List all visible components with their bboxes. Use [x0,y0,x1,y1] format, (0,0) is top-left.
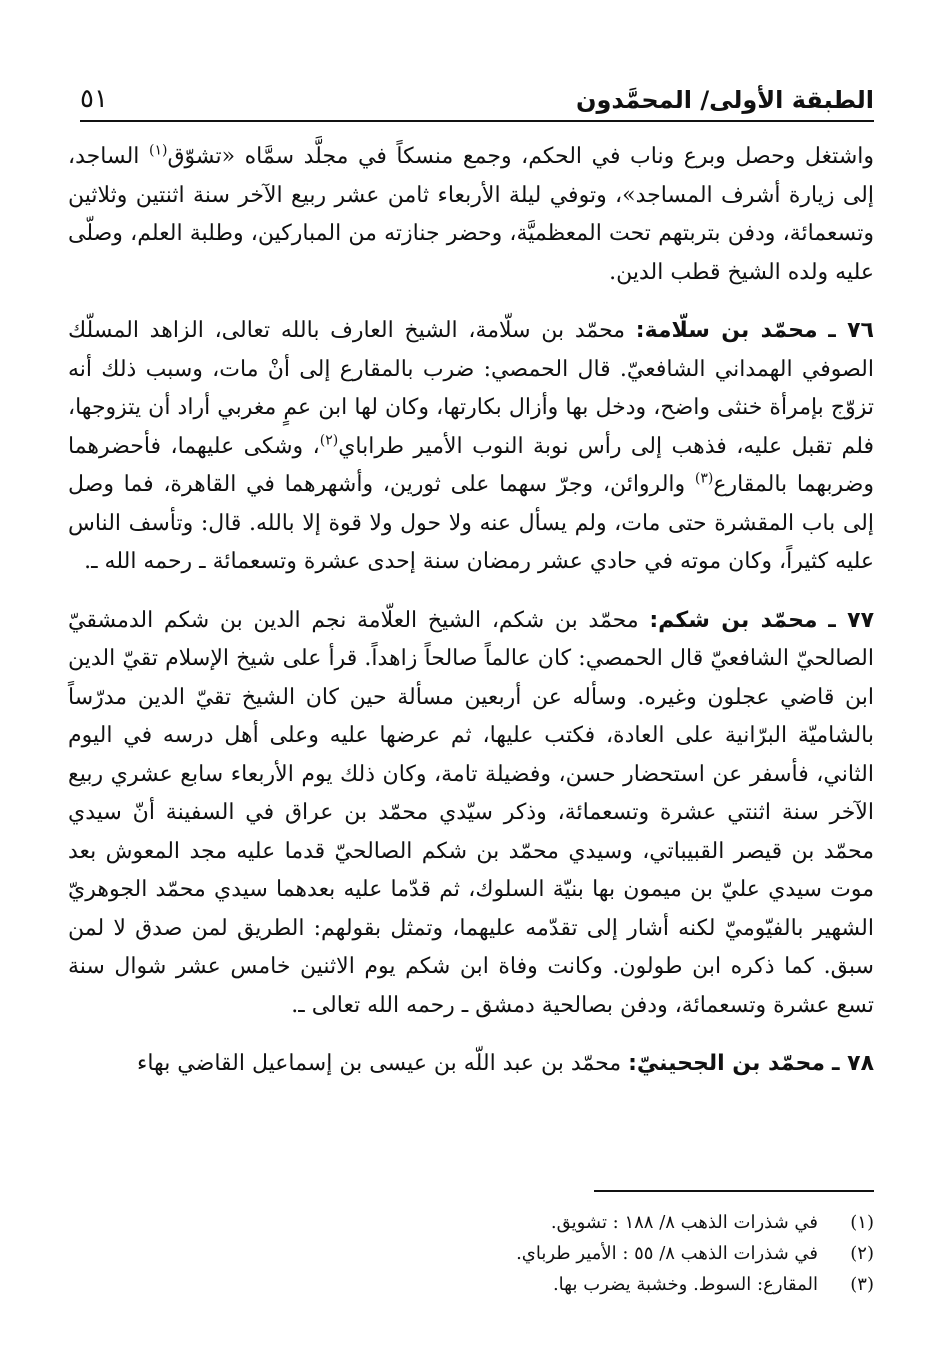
entry-text: محمّد بن شكم، الشيخ العلّامة نجم الدين بن شكم الدمشقيّ الصالحيّ الشافعيّ قال الحمصي: كان عالماً صالحاً زاهداً. قرأ على شيخ الإسلام تقيّ الدين ابن قاضي عجلون وغيره. وسأله عن أربعين مسألة حين كان الشيخ تقيّ الدين مدرّساً بالشاميّة البرّانية على العادة، فكتب عليها، ثم عرضها عليه وعلى أهل درسه في اليوم الثاني، فأسفر عن استحضار حسن، وفضيلة تامة، وكان ذلك يوم الأربعاء سابع عشري ربيع الآخر سنة اثنتي عشرة وتسعمائة، وذكر سيّدي محمّد بن عراق في السفينة أنّ سيدي محمّد بن قيصر القبيباتي، وسيدي محمّد بن شكم الصالحيّ قدما عليه مجد المعوش بعد موت سيدي عليّ بن ميمون بها بنيّة السلوك، ثم قدّما عليه بعدهما سيدي محمّد الجوهريّ الشهير بالفيّوميّ لكنه أشار إلى تقدّمه عليهما، وتمثل بقولهم: الطريق لمن صدق لا لمن سبق. كما ذكره ابن طولون. وكانت وفاة ابن شكم يوم الاثنين خامس عشر شوال سنة تسع عشرة وتسعمائة، ودفن بصالحية دمشق ـ رحمه الله تعالى ـ. [68,607,874,1018]
entry-name: محمّد بن سلّامة: [635,318,818,343]
entry-number: ٧٦ ـ [828,318,874,343]
footnotes [174,1207,874,1300]
footnote-divider [594,1190,874,1192]
running-title: الطبقة الأولى/ المحمَّدون [575,86,874,114]
footnote-text: المقارع: السوط. وخشبة يضرب بها. [552,1274,818,1295]
footnote-item [174,1207,874,1238]
footnote-text: في شذرات الذهب ٨/ ٥٥ : الأمير طرباي. [516,1243,818,1264]
main-text [68,138,874,1104]
entry-text: محمّد بن سلّامة، الشيخ العارف بالله تعالى، الزاهد المسلّك الصوفي الهمداني الشافعيّ. قال الحمصي: ضرب بالمقارع إلى أنْ مات، وسبب ذلك أنه تزوّج بإمرأة خنثى واضح، ودخل بها وأزال بكارتها، وكان لها ابن عمٍ مغربي أراد أن يتزوجها، فلم تقبل عليه، فذهب إلى رأس نوبة النوب الأمير طراباي [68,318,874,459]
footnote-ref: (١) [148,142,168,159]
entry-name: محمّد بن الجحينيّ: [628,1051,825,1076]
footnote-text: في شذرات الذهب ٨/ ١٨٨ : تشويق. [550,1212,818,1233]
page-number: ٥١ [80,84,108,114]
entry-78 [68,1045,874,1084]
entry-text: ، وشكى عليهما، فأحضرهما وضربهما بالمقارع [68,433,875,497]
entry-number: ٧٧ ـ [828,607,875,633]
entry-77 [68,602,874,1026]
footnote-mark: (٣) [850,1274,874,1295]
footnote-ref: (٣) [694,470,714,487]
entry-text: محمّد بن عبد اللّه بن عيسى بن إسماعيل القاضي بهاء [137,1051,629,1076]
paragraph-continuation [68,138,874,292]
paragraph-text: الساجد، إلى زيارة أشرف المساجد»، وتوفي ليلة الأربعاء ثامن عشر ربيع الآخر سنة اثنتين وثلاثين وتسعمائة، ودفن بتربتهم تحت المعظميَّة، وحضر جنازته من المباركين، وطلبة العلم، وصلّى عليه ولده الشيخ قطب الدين. [68,144,874,285]
footnote-ref: (٢) [319,432,339,449]
entry-name: محمّد بن شكم: [649,607,818,633]
entry-text: والروائن، وجرّ سهما على ثورين، وأشهرهما في القاهرة، فما وصل إلى باب المقشرة حتى مات، ولم يسأل عنه ولا حول ولا قوة إلا بالله. قال: وتأسف الناس عليه كثيراً، وكان موته في حادي عشر رمضان سنة إحدى عشرة وتسعمائة ـ رحمه الله ـ. [68,472,874,574]
footnote-mark: (١) [850,1212,874,1233]
page-header [80,80,874,122]
footnote-item [174,1269,874,1300]
footnote-mark: (٢) [850,1243,874,1264]
footnote-item [174,1238,874,1269]
entry-76 [68,312,874,582]
entry-number: ٧٨ ـ [831,1051,874,1076]
paragraph-text: واشتغل وحصل وبرع وناب في الحكم، وجمع منسكاً في مجلَّد سمَّاه «تشوّق [167,144,874,169]
